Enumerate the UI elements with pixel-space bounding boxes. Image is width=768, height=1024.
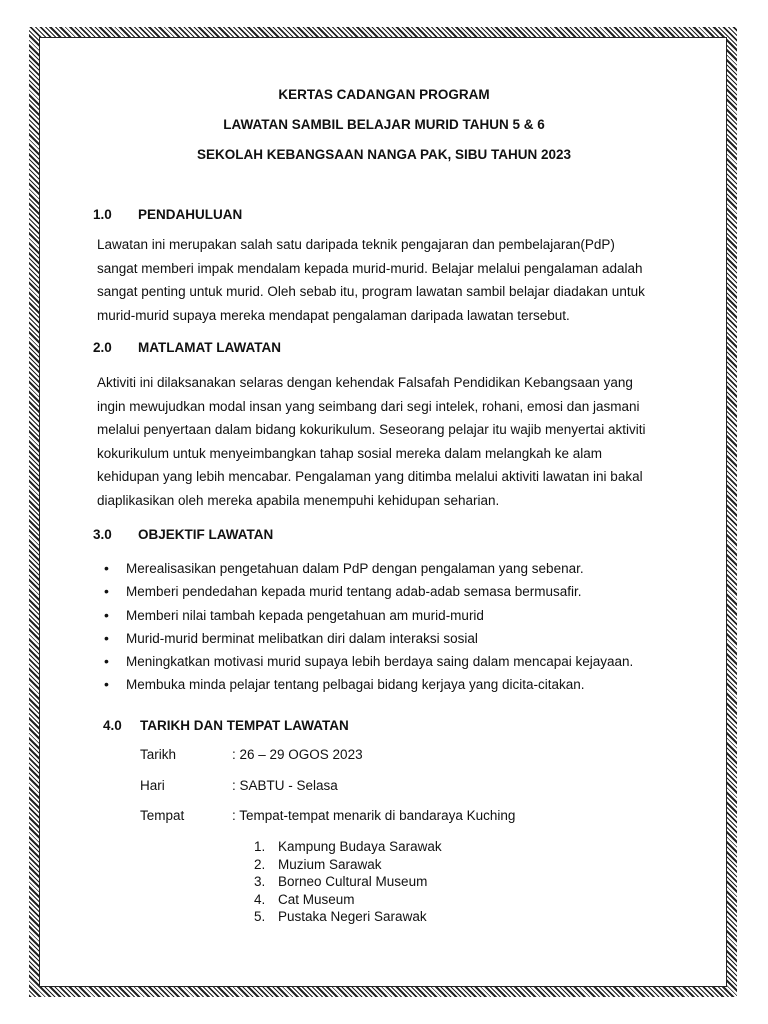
section-heading-tarikh-tempat bbox=[103, 718, 349, 733]
section-number: 1.0 bbox=[93, 207, 112, 222]
detail-value: : Tempat-tempat menarik di bandaraya Kuching bbox=[232, 808, 516, 823]
list-item bbox=[254, 908, 442, 926]
list-item bbox=[254, 838, 442, 856]
list-item: • Membuka minda pelajar tentang pelbagai bidang kerjaya yang dicita-citakan. bbox=[102, 673, 633, 696]
paragraph-line: melalui penyertaan dalam bidang kokurikulum. Seseorang pelajar itu wajib menyertai aktiviti bbox=[97, 422, 646, 437]
place-name: Kampung Budaya Sarawak bbox=[278, 839, 442, 854]
list-item: • Memberi nilai tambah kepada pengetahuan am murid-murid bbox=[102, 604, 633, 627]
paragraph-line: sangat penting untuk murid. Oleh sebab itu, program lawatan sambil belajar diadakan untuk bbox=[97, 284, 645, 299]
paragraph-line: sangat memberi impak mendalam kepada murid-murid. Belajar melalui pengalaman adalah bbox=[97, 260, 643, 276]
paragraph-line: kehidupan yang lebih mencabar. Pengalaman yang ditimba melalui aktiviti lawatan ini bakal bbox=[97, 469, 643, 484]
objective-list bbox=[102, 557, 633, 697]
detail-row-tarikh bbox=[140, 747, 363, 762]
item-number: 4. bbox=[254, 891, 266, 907]
section-number: 2.0 bbox=[93, 340, 112, 355]
section-heading-matlamat bbox=[93, 340, 281, 355]
section-number: 3.0 bbox=[93, 527, 112, 542]
place-name: Borneo Cultural Museum bbox=[278, 874, 428, 889]
item-number: 1. bbox=[254, 839, 266, 854]
detail-label: Hari bbox=[140, 778, 165, 793]
list-item: • Murid-murid berminat melibatkan diri dalam interaksi sosial bbox=[102, 627, 633, 650]
paragraph-line: murid-murid supaya mereka mendapat pengalaman daripada lawatan tersebut. bbox=[97, 307, 570, 323]
section-heading-objektif bbox=[93, 527, 273, 542]
paragraph-line: diaplikasikan oleh mereka apabila menempuhi kehidupan seharian. bbox=[97, 492, 500, 508]
list-item: • Merealisasikan pengetahuan dalam PdP dengan pengalaman yang sebenar. bbox=[102, 557, 633, 580]
section-number: 4.0 bbox=[103, 718, 122, 733]
detail-label: Tempat bbox=[140, 808, 185, 823]
place-name: Pustaka Negeri Sarawak bbox=[278, 909, 427, 924]
list-item: • Meningkatkan motivasi murid supaya lebih berdaya saing dalam mencapai kejayaan. bbox=[102, 650, 633, 673]
section-heading-pendahuluan bbox=[93, 207, 242, 222]
item-number: 5. bbox=[254, 909, 266, 924]
item-number: 2. bbox=[254, 856, 266, 872]
detail-value: : 26 – 29 OGOS 2023 bbox=[232, 747, 363, 762]
list-item: • Memberi pendedahan kepada murid tentang adab-adab semasa bermusafir. bbox=[102, 580, 633, 603]
paragraph-matlamat bbox=[97, 371, 677, 512]
detail-row-tempat bbox=[140, 808, 515, 823]
paragraph-line: ingin mewujudkan modal insan yang seimbang dari segi intelek, rohani, emosi dan jasmani bbox=[97, 398, 640, 414]
item-number: 3. bbox=[254, 874, 266, 889]
detail-value: : SABTU - Selasa bbox=[232, 778, 338, 793]
place-name: Muzium Sarawak bbox=[278, 856, 382, 872]
place-name: Cat Museum bbox=[278, 891, 355, 907]
section-title: MATLAMAT LAWATAN bbox=[138, 340, 281, 355]
list-item bbox=[254, 856, 442, 874]
list-item bbox=[254, 873, 442, 891]
places-list bbox=[254, 838, 442, 926]
detail-row-hari bbox=[140, 778, 338, 793]
section-title: PENDAHULUAN bbox=[138, 207, 243, 222]
section-title: OBJEKTIF LAWATAN bbox=[138, 527, 274, 542]
document-title: KERTAS CADANGAN PROGRAM bbox=[278, 87, 490, 102]
list-item bbox=[254, 891, 442, 909]
section-title: TARIKH DAN TEMPAT LAWATAN bbox=[140, 718, 349, 733]
paragraph-pendahuluan bbox=[97, 233, 677, 327]
document-school-line: SEKOLAH KEBANGSAAN NANGA PAK, SIBU TAHUN 2023 bbox=[196, 147, 572, 162]
paragraph-line: Aktiviti ini dilaksanakan selaras dengan kehendak Falsafah Pendidikan Kebangsaan yang bbox=[97, 375, 633, 390]
document-subtitle: LAWATAN SAMBIL BELAJAR MURID TAHUN 5 & 6 bbox=[223, 117, 545, 132]
detail-label: Tarikh bbox=[140, 747, 177, 762]
paragraph-line: Lawatan ini merupakan salah satu daripada teknik pengajaran dan pembelajaran(PdP) bbox=[97, 237, 615, 252]
paragraph-line: kokurikulum untuk menyeimbangkan tahap sosial mereka dalam melangkah ke alam bbox=[97, 445, 603, 461]
